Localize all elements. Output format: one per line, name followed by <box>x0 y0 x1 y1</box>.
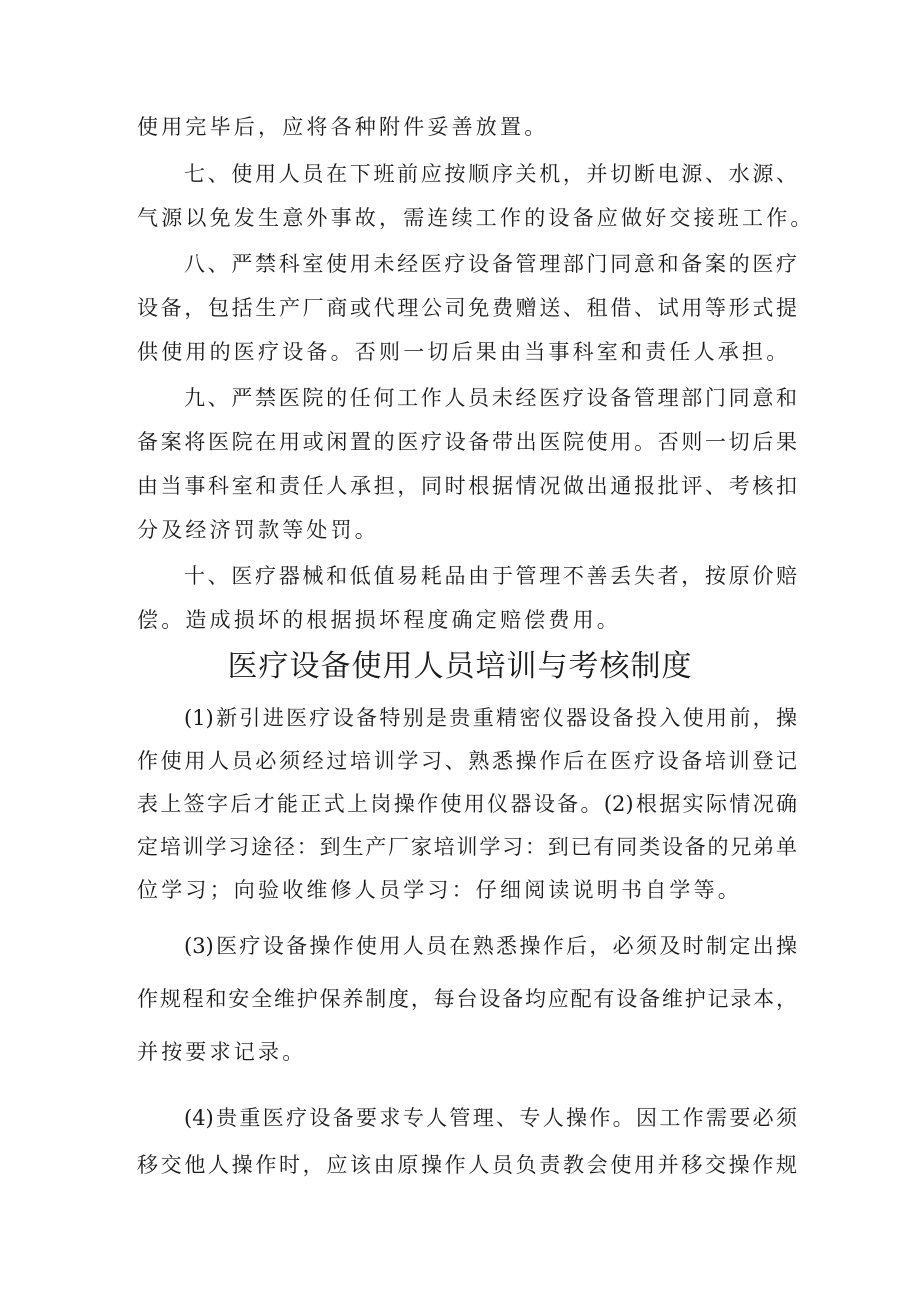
paragraph-line: 分及经济罚款等处罚。 <box>137 518 379 542</box>
paragraph-line: 移交他人操作时，应该由原操作人员负责教会使用并移交操作规 <box>137 1153 797 1177</box>
paragraph-line: 并按要求记录。 <box>137 1040 307 1064</box>
paragraph-line: 供使用的医疗设备。否则一切后果由当事科室和责任人承担。 <box>137 340 791 364</box>
paragraph-line: 十、医疗器械和低值易耗品由于管理不善丢失者，按原价赔 <box>184 564 797 588</box>
paragraph-line: 九、严禁医院的任何工作人员未经医疗设备管理部门同意和 <box>184 386 797 410</box>
paragraph-line: 七、使用人员在下班前应按顺序关机，并切断电源、水源、 <box>184 162 797 186</box>
paragraph-line: 由当事科室和责任人承担，同时根据情况做出通报批评、考核扣 <box>137 474 797 498</box>
paragraph-line: (3)医疗设备操作使用人员在熟悉操作后，必须及时制定出操 <box>184 934 797 958</box>
paragraph-line: 作使用人员必须经过培训学习、熟悉操作后在医疗设备培训登记 <box>137 749 797 773</box>
section-title: 医疗设备使用人员培训与考核制度 <box>227 649 693 684</box>
paragraph-line: 表上签字后才能正式上岗操作使用仪器设备。(2)根据实际情况确 <box>137 792 797 816</box>
paragraph-line: 气源以免发生意外事故，需连续工作的设备应做好交接班工作。 <box>137 206 815 230</box>
paragraph-line: 八、严禁科室使用未经医疗设备管理部门同意和备案的医疗 <box>184 252 797 276</box>
paragraph-line: (1)新引进医疗设备特别是贵重精密仪器设备投入使用前，操 <box>184 706 797 730</box>
paragraph-line: 位学习；向验收维修人员学习：仔细阅读说明书自学等。 <box>137 878 742 902</box>
paragraph-line: 作规程和安全维护保养制度，每台设备均应配有设备维护记录本， <box>137 987 797 1011</box>
paragraph-line: 设备，包括生产厂商或代理公司免费赠送、租借、试用等形式提 <box>137 296 797 320</box>
paragraph-line: 偿。造成损坏的根据损坏程度确定赔偿费用。 <box>137 608 621 632</box>
paragraph-line: (4)贵重医疗设备要求专人管理、专人操作。因工作需要必须 <box>184 1106 797 1130</box>
paragraph-line: 定培训学习途径：到生产厂家培训学习：到已有同类设备的兄弟单 <box>137 835 797 859</box>
paragraph-line: 使用完毕后，应将各种附件妥善放置。 <box>137 115 549 139</box>
paragraph-line: 备案将医院在用或闲置的医疗设备带出医院使用。否则一切后果 <box>137 430 797 454</box>
